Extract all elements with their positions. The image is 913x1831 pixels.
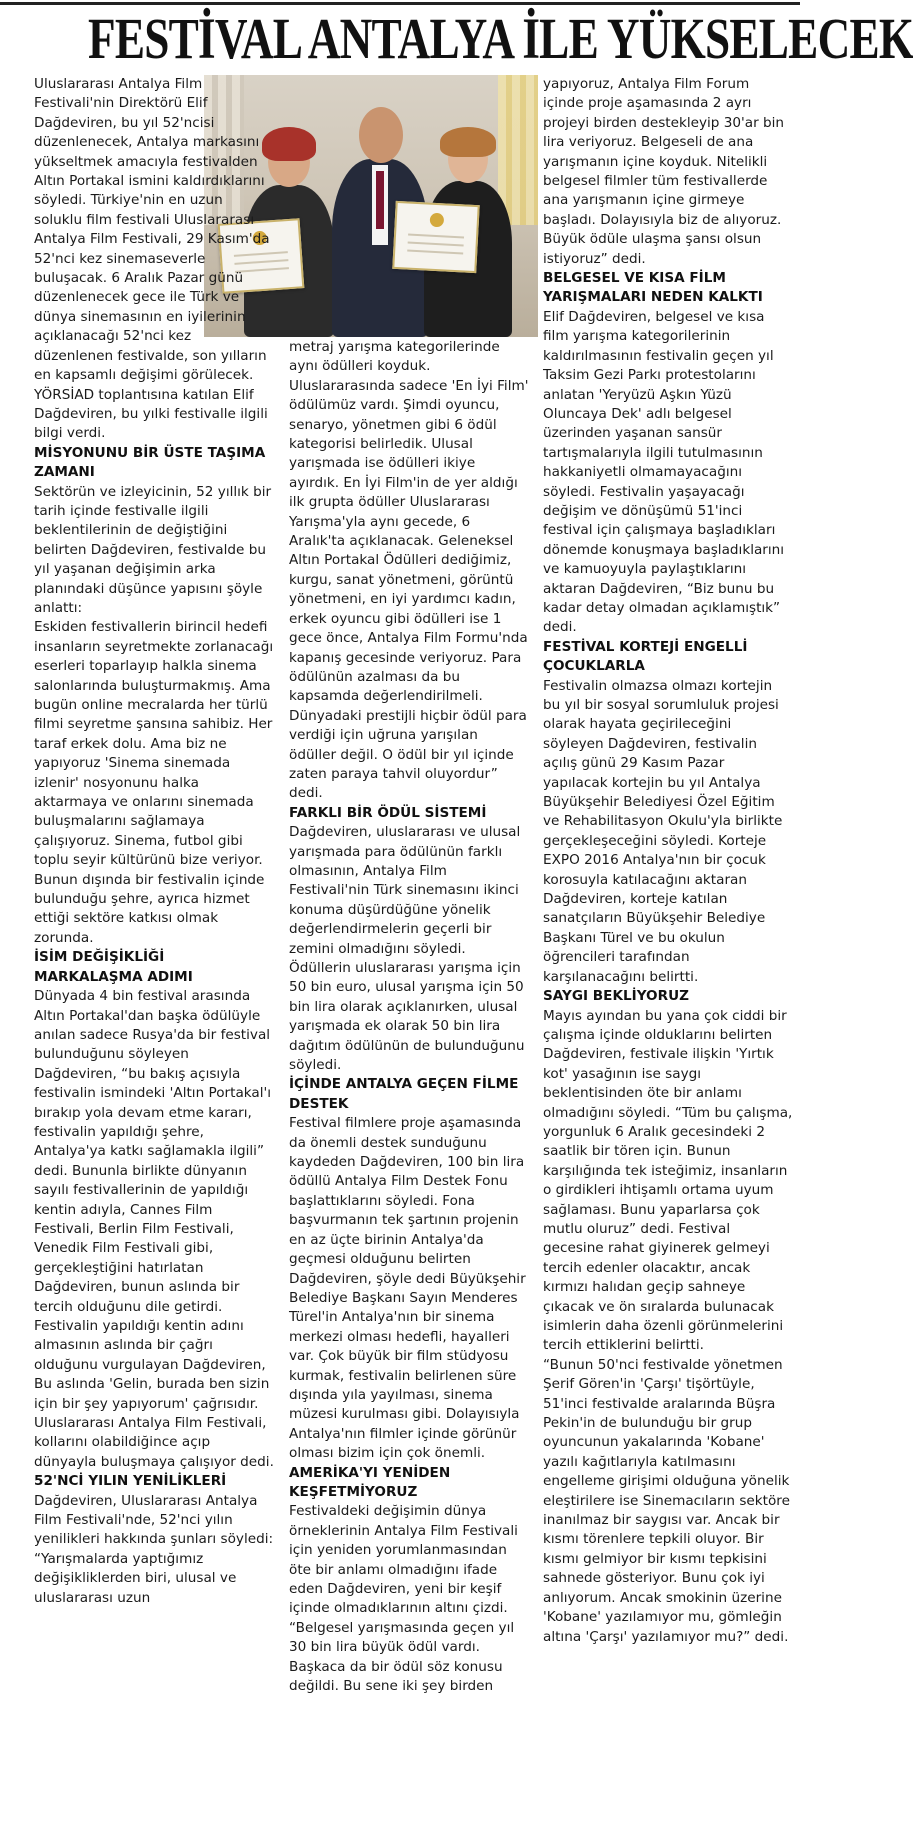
section-heading: İÇİNDE ANTALYA GEÇEN FİLME DESTEK (289, 1076, 519, 1112)
body-paragraph: Dağdeviren, uluslararası ve ulusal yarışmada para ödülünün farklı olmasının, Antalya Film Festivali'nin Türk sinemasını ikinci konuma düşürdüğüne yönelik değerlendirmelerin geçerli bir zemini olmadığını söyledi. Ödüllerin uluslararası yarışma için 50 bin euro, ulusal yarışma için 50 bin lira olarak açıklanırken, ulusal yarışmada ek olarak 50 bin lira dağıtım ödülünün de bulunduğunu söyledi. (289, 824, 525, 1074)
article-column-2 (289, 338, 529, 1825)
section-heading: SAYGI BEKLİYORUZ (543, 988, 689, 1005)
section-heading: AMERİKA'YI YENİDEN KEŞFETMİYORUZ (289, 1464, 451, 1500)
body-paragraph: YÖRSİAD toplantısına katılan Elif Dağdeviren, bu yılki festivalle ilgili bilgi verdi. (34, 386, 268, 442)
body-paragraph: Dağdeviren, Uluslararası Antalya Film Festivali'nde, 52'nci yılın yenilikleri hakkında şunları söyledi: “Yarışmalarda yaptığımız değişikliklerden biri, ulusal ve uluslararası uzun (34, 1492, 274, 1606)
body-paragraph: Uluslararası Antalya Film Festivali'nin Direktörü Elif Dağdeviren, bu yıl 52'ncisi düzenlenecek, Antalya markasını yükseltmek amacıyla festivalden Altın Portakal ismini kaldırdıklarını söyledi. Türkiye'nin en uzun soluklu film festivali Uluslararası Antalya Film Festivali, 29 Kasım'da 52'nci kez sinemaseverle buluşacak. 6 Aralık Pazar günü düzenlenecek gece ile Türk ve dünya sinemasının en iyilerinin açıklanacağı 52'nci kez düzenlenen festivalde, son yılların en kapsamlı değişimi görülecek. (34, 76, 270, 384)
body-paragraph: Mayıs ayından bu yana çok ciddi bir çalışma içinde olduklarını belirten Dağdeviren, festivale ilişkin 'Yırtık kot' yasağının ise saygı beklentisinden öte bir anlamı olmadığını söyledi. “Tüm bu çalışma, yorgunluk 6 Aralık gecesindeki 2 saatlik bir tören için. Bunun karşılığında tek isteğimiz, insanların o girdikleri ihtişamlı ortama uyum sağlaması. Bunu yaparlarsa çok mutlu oluruz” dedi. Festival gecesine rahat giyinerek gelmeyi tercih edenler olacaktır, ancak kırmızı halıdan geçip sahneye çıkacak ve ön sıralarda bulunacak isimlerin daha özenli görünmelerini tercih ettiklerini belirtti. (543, 1007, 793, 1354)
body-paragraph: Dünyada 4 bin festival arasında Altın Portakal'dan başka ödülüyle anılan sadece Rusya'da bir festival bulunduğunu söyleyen Dağdeviren, “bu bakış açısıyla festivalin ismindeki 'Altın Portakal'ı bırakıp yola devam etme kararı, festivalin yapıldığı şehre, Antalya'ya katkı sağlamakla ilgili” dedi. Bununla birlikte dünyanın sayılı festivallerinin de yapıldığı kentin adıyla, Cannes Film Festivali, Berlin Film Festivali, Venedik Film Festivali gibi, gerçekleştiğini hatırlatan Dağdeviren, bunun aslında bir tercih olduğunu dile getirdi. Festivalin yapıldığı kentin adını almasının aslında bir çağrı olduğunu vurgulayan Dağdeviren, Bu aslında 'Gelin, burada ben sizin için bir şey yapıyorum' çağrısıdır. Uluslararası Antalya Film Festivali, kollarını olabildiğince açıp dünyayla buluşmaya çalışıyor dedi. (34, 988, 274, 1470)
section-heading: FESTİVAL KORTEJİ ENGELLİ ÇOCUKLARLA (543, 638, 748, 675)
body-paragraph: Sektörün ve izleyicinin, 52 yıllık bir tarih içinde festivalle ilgili beklentilerinin de değiştiğini belirten Dağdeviren, festivalde bu yıl yaşanan değişimin arka planındaki düşünce yapısını şöyle anlattı: (34, 483, 272, 616)
body-paragraph: Festivalin olmazsa olmazı kortejin bu yıl bir sosyal sorumluluk projesi olarak hayata geçirileceğini söyleyen Dağdeviren, festivalin açılış günü 29 Kasım Pazar yapılacak kortejin bu yıl Antalya Büyükşehir Belediyesi Özel Eğitim ve Rehabilitasyon Okulu'yla birlikte gerçekleşeceğini söyledi. Korteje EXPO 2016 Antalya'nın bir çocuk korosuyla katılacağını aktaran Dağdeviren, korteje katılan sanatçıların Büyükşehir Belediye Başkanı Türel ve bu okulun öğrencileri tarafından karşılanacağını belirtti. (543, 677, 783, 985)
body-paragraph: Eskiden festivallerin birincil hedefi insanların seyretmekte zorlanacağı eserleri toparlayıp halkla sinema salonlarında buluşturmakmış. Ama bugün online mecralarda her türlü filmi seyretme şansına sahibiz. Her taraf erkek dolu. Ama biz ne yapıyoruz 'Sinema sinemada izlenir' nosyonunu halka aktarmaya ve onlarını sinemada buluşmalarını sağlamaya çalışıyoruz. Sinema, futbol gibi toplu seyir kültürünü bize veriyor. Bunun dışında bir festivalin içinde bulunduğu şehre, ayrıca hizmet ettiği sektöre katkısı olmak zorunda. (34, 619, 274, 946)
section-heading: İSİM DEĞİŞİKLİĞİ MARKALAŞMA ADIMI (34, 949, 193, 985)
body-paragraph: yapıyoruz, Antalya Film Forum içinde proje aşamasında 2 ayrı projeyi birden destekleyip 30'ar bin lira veriyoruz. Belgeseli de ana yarışmanın içine koyduk. Nitelikli belgesel filmler tüm festivallerde ana yarışmanın içine girmeye başladı. Dolayısıyla biz de alıyoruz. Büyük ödüle ulaşma şansı olsun istiyoruz” dedi. (543, 76, 785, 267)
body-paragraph: Elif Dağdeviren, belgesel ve kısa film yarışma kategorilerinin kaldırılmasının festivalin geçen yıl Taksim Gezi Parkı protestolarını anlatan 'Yeryüzü Aşkın Yüzü Oluncaya Dek' adlı belgesel üzerinden yaşanan sansür tartışmalarıyla ilgili tutulmasının hakkaniyetli olmamayacağını söyledi. Festivalin yaşayacağı değişim ve dönüşümü 51'inci festival için çalışmaya başladıkları dönemde konuşmaya başladıklarını ve kamuoyuyla paylaştıklarını aktaran Dağdeviren, “Biz bunu bu kadar detay olmadan açıklamıştık” dedi. (543, 308, 785, 636)
body-paragraph: “Bunun 50'nci festivalde yönetmen Şerif Gören'in 'Çarşı' tişörtüyle, 51'inci festivalde aralarında Büşra Pekin'in de bulunduğu bir grup oyuncunun yakalarında 'Kobane' yazılı kağıtlarıyla katılmasını engelleme girişimi olduğuna yönelik eleştirilere ise Sinemacıların sektöre inanılmaz bir saygısı var. Ancak bir kısmı törenlere tepkili oluyor. Bir kısmı gelmiyor bir kısmı tepkisini sahnede gösteriyor. Bunu çok iyi anlıyorum. Ancak smokinin üzerine 'Kobane' yazılamıyor mu, gömleğin altına 'Çarşı' yazılamıyor mu?” dedi. (543, 1356, 790, 1645)
body-paragraph: Festival filmlere proje aşamasında da önemli destek sunduğunu kaydeden Dağdeviren, 100 bin lira ödüllü Antalya Film Destek Fonu başlattıklarını söyledi. Fona başvurmanın tek şartının projenin en az üçte birinin Antalya'da geçmesi olduğunu belirten Dağdeviren, şöyle dedi Büyükşehir Belediye Başkanı Sayın Menderes Türel'in Antalya'nın bir sinema merkezi olması hedefli, hayalleri var. Çok büyük bir film stüdyosu kurmak, festivalin belirlenen süre dışında yıla yayılması, sinema müzesi kurulması gibi. Dolayısıyla Antalya'nın filmler içinde görünür olması bizim için çok önemli. (289, 1115, 526, 1462)
headline-rule (0, 2, 800, 5)
body-paragraph: metraj yarışma kategorilerinde aynı ödülleri koyduk. Uluslararasında sadece 'En İyi Film' ödülümüz vardı. Şimdi oyuncu, senaryo, yönetmen gibi 6 ödül kategorisi belirledik. Ulusal yarışmada ise ödülleri ikiye ayırdık. En İyi Film'in de yer aldığı ilk grupta ödüller Uluslararası Yarışma'yla aynı gecede, 6 Aralık'ta açıklanacak. Geleneksel Altın Portakal Ödülleri dediğimiz, kurgu, sanat yönetmeni, görüntü yönetmeni, en iyi yardımcı kadın, erkek oyuncu gibi ödülleri ise 1 gece önce, Antalya Film Formu'nda kapanış gecesinde veriyoruz. Para ödülünün azalması da bu kapsamda değerlendirilmeli. Dünyadaki prestijli hiçbir ödül para verdiği için uğruna yarışılan ödüller değil. O ödül bir yıl içinde zaten paraya tahvil oluyordur” dedi. (289, 339, 529, 802)
section-heading: BELGESEL VE KISA FİLM YARIŞMALARI NEDEN KALKTI (543, 270, 763, 306)
section-heading: 52'NCİ YILIN YENİLİKLERİ (34, 1473, 227, 1490)
article-column-1 (34, 75, 274, 1825)
section-heading: FARKLI BİR ÖDÜL SİSTEMİ (289, 804, 487, 821)
article-column-3 (543, 75, 793, 1825)
section-heading: MİSYONUNU BİR ÜSTE TAŞIMA ZAMANI (34, 444, 266, 481)
headline: FESTİVAL ANTALYA İLE YÜKSELECEK (88, 6, 913, 71)
body-paragraph: Festivaldeki değişimin dünya örneklerinin Antalya Film Festivali için yeniden yorumlanmasından öte bir anlamı olmadığını ifade eden Dağdeviren, yeni bir keşif içinde olmadıklarının altını çizdi. “Belgesel yarışmasında geçen yıl 30 bin lira büyük ödül vardı. Başkaca da bir ödül söz konusu değildi. Bu sene iki şey birden (289, 1503, 518, 1695)
certificate-right (392, 201, 479, 273)
